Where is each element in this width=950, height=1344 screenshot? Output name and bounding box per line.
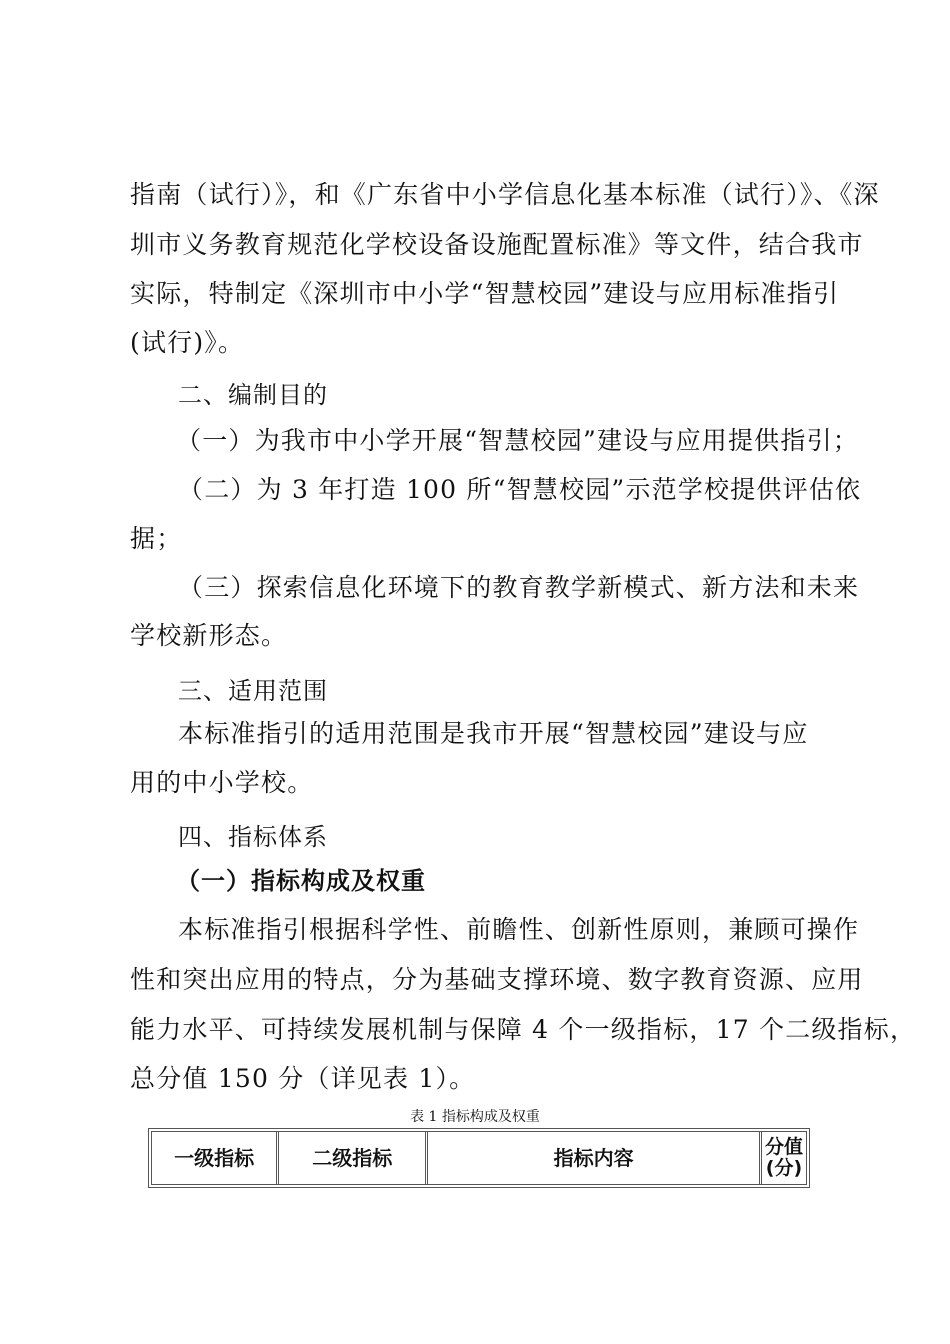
table-caption: 表 1 指标构成及权重 <box>410 1109 540 1125</box>
section-heading-index-system: 四、指标体系 <box>178 823 328 851</box>
header-score <box>759 1132 806 1184</box>
header-index-content: 指标内容 <box>425 1132 759 1184</box>
body-line-1: 指南（试行）》，和《广东省中小学信息化基本标准（试行）》、《深 <box>130 180 880 209</box>
header-level1-index: 一级指标 <box>174 1146 255 1170</box>
header-score-label: 分值 <box>764 1136 803 1158</box>
index-line-1: 本标准指引根据科学性、前瞻性、创新性原则，兼顾可操作 <box>178 915 860 944</box>
purpose-item-1: （一）为我市中小学开展“智慧校园”建设与应用提供指引； <box>176 426 859 455</box>
purpose-item-3-line-1: （三）探索信息化环境下的教育教学新模式、新方法和未来 <box>178 573 860 602</box>
index-table <box>148 1128 810 1188</box>
index-table-grid <box>151 1131 807 1185</box>
body-line-4: (试行)》。 <box>130 328 245 357</box>
table-header-row <box>152 1132 806 1184</box>
header-level2-index: 二级指标 <box>276 1132 425 1184</box>
scope-line-2: 用的中小学校。 <box>130 768 314 797</box>
index-line-4: 总分值 150 分（详见表 1）。 <box>130 1064 476 1093</box>
index-line-3: 能力水平、可持续发展机制与保障 4 个一级指标，17 个二级指标， <box>130 1015 917 1044</box>
header-score-unit: (分) <box>765 1157 803 1179</box>
body-line-3: 实际，特制定《深圳市中小学“智慧校园”建设与应用标准指引 <box>130 279 840 308</box>
purpose-item-3-line-2: 学校新形态。 <box>130 621 288 650</box>
purpose-item-2-line-2: 据； <box>130 524 183 553</box>
body-line-2: 圳市义务教育规范化学校设备设施配置标准》等文件，结合我市 <box>130 230 864 259</box>
index-line-2: 性和突出应用的特点，分为基础支撑环境、数字教育资源、应用 <box>130 965 864 994</box>
scope-line-1: 本标准指引的适用范围是我市开展“智慧校园”建设与应 <box>178 719 809 748</box>
section-heading-purpose: 二、编制目的 <box>178 381 328 409</box>
section-heading-scope: 三、适用范围 <box>178 677 328 705</box>
purpose-item-2-line-1: （二）为 3 年打造 100 所“智慧校园”示范学校提供评估依 <box>178 475 862 504</box>
subsection-heading-composition: （一）指标构成及权重 <box>176 867 426 895</box>
